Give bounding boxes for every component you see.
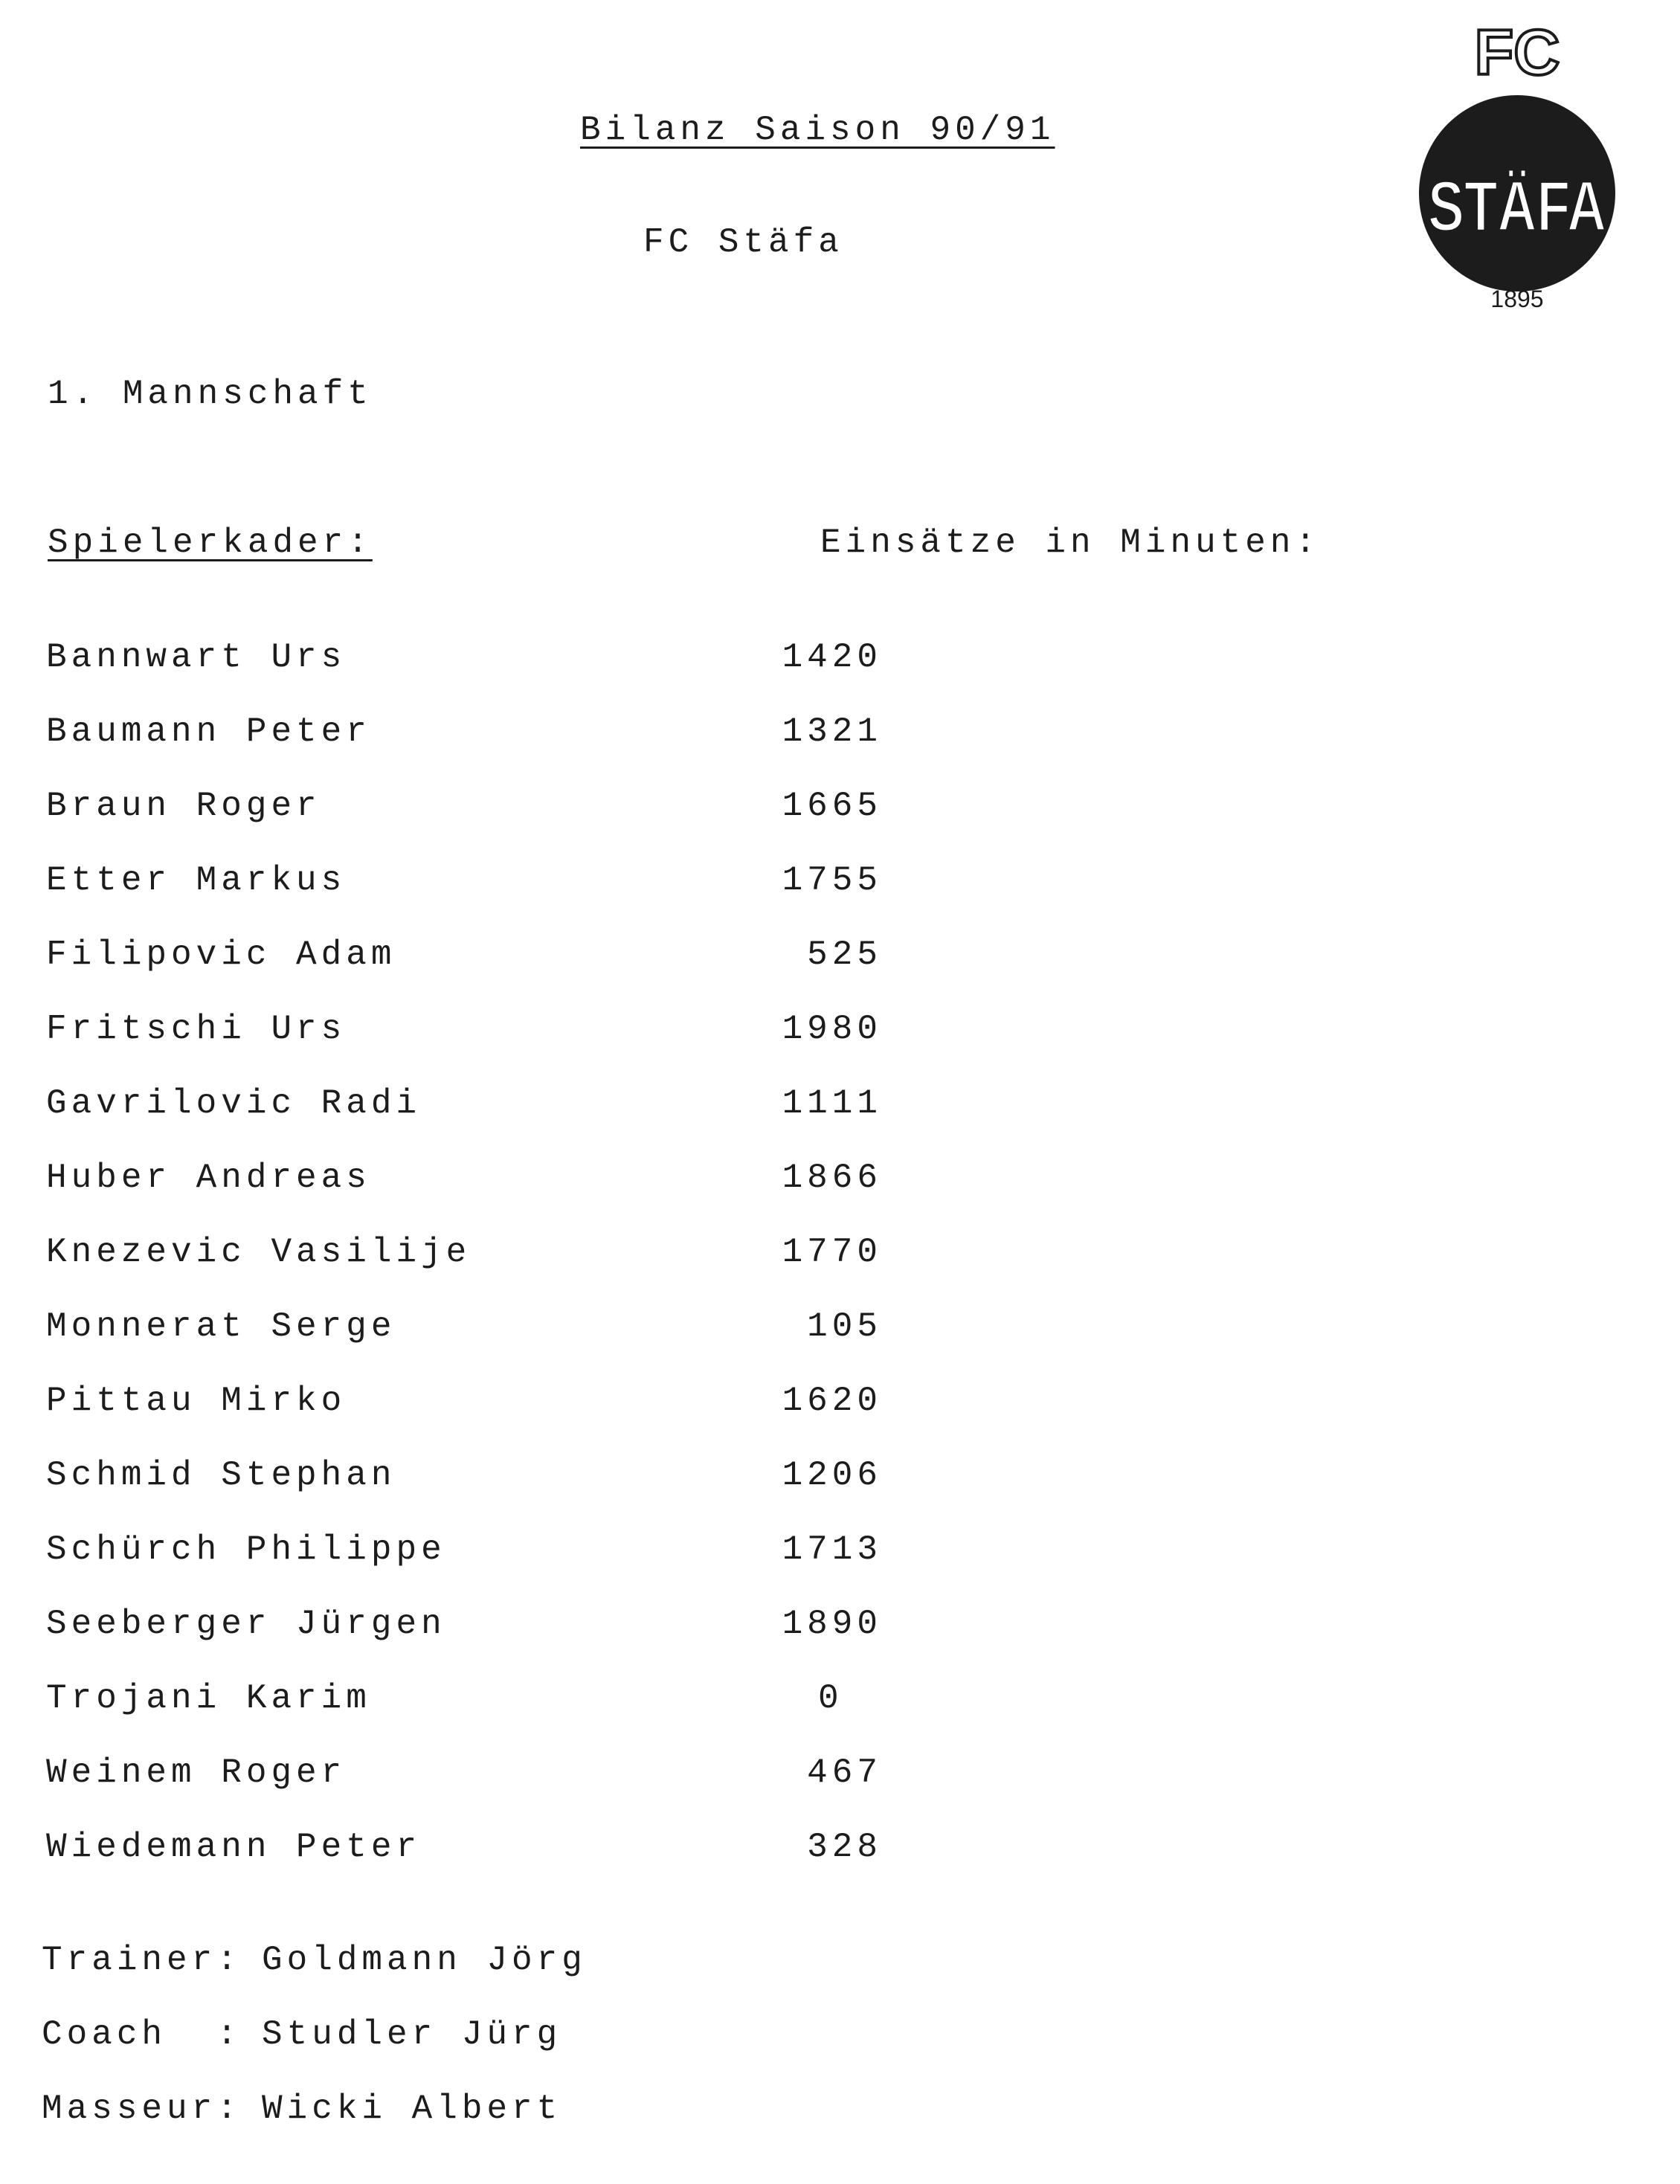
staff-trainer (42, 1941, 587, 1980)
logo-year: 1895 (1490, 286, 1544, 312)
table-row (0, 861, 967, 906)
table-row (0, 1010, 967, 1054)
player-minutes: 525 (807, 935, 882, 974)
player-minutes: 1420 (782, 638, 882, 677)
club-logo (1413, 15, 1621, 312)
staff-role: Trainer: (42, 1941, 242, 1980)
player-minutes: 467 (807, 1753, 882, 1792)
player-minutes: 1321 (782, 712, 882, 751)
player-minutes: 1206 (782, 1456, 882, 1495)
team-heading: 1. Mannschaft (48, 375, 373, 413)
table-row (0, 712, 967, 757)
player-name: Baumann Peter (46, 712, 371, 751)
table-row (0, 1382, 967, 1426)
table-row (0, 1605, 967, 1649)
roster-column-heading: Spielerkader: (48, 524, 373, 562)
player-name: Gavrilovic Radi (46, 1084, 422, 1123)
table-row (0, 1828, 967, 1872)
player-minutes: 105 (807, 1307, 882, 1346)
table-row (0, 1753, 967, 1798)
player-minutes: 1770 (782, 1233, 882, 1272)
player-minutes: 1866 (782, 1159, 882, 1197)
player-name: Huber Andreas (46, 1159, 371, 1197)
table-row (0, 1307, 967, 1352)
player-minutes: 1755 (782, 861, 882, 900)
player-name: Fritschi Urs (46, 1010, 347, 1048)
staff-name: Wicki Albert (262, 2090, 562, 2128)
player-minutes: 1713 (782, 1530, 882, 1569)
player-minutes: 1620 (782, 1382, 882, 1420)
player-minutes: 1980 (782, 1010, 882, 1048)
staff-masseur (42, 2090, 561, 2128)
club-crest-icon (1413, 15, 1621, 312)
staff-name: Goldmann Jörg (262, 1941, 587, 1980)
player-name: Braun Roger (46, 787, 321, 825)
player-name: Monnerat Serge (46, 1307, 396, 1346)
table-row (0, 1456, 967, 1501)
document-title: Bilanz Saison 90/91 (580, 111, 1055, 149)
table-row (0, 1530, 967, 1575)
player-name: Knezevic Vasilije (46, 1233, 472, 1272)
staff-role: Masseur: (42, 2090, 242, 2128)
club-name: FC Stäfa (643, 223, 843, 262)
staff-role: Coach : (42, 2015, 242, 2054)
player-name: Schürch Philippe (46, 1530, 446, 1569)
table-row (0, 1084, 967, 1129)
table-row (0, 935, 967, 980)
player-name: Schmid Stephan (46, 1456, 396, 1495)
logo-ring-text: STÄFA (1428, 167, 1606, 246)
player-minutes: 1111 (782, 1084, 882, 1123)
player-minutes: 328 (807, 1828, 882, 1866)
player-name: Wiedemann Peter (46, 1828, 422, 1866)
player-minutes: 1665 (782, 787, 882, 825)
staff-coach (42, 2015, 561, 2054)
player-minutes: 1890 (782, 1605, 882, 1643)
player-name: Etter Markus (46, 861, 347, 900)
table-row (0, 1159, 967, 1203)
player-minutes: 0 (818, 1679, 843, 1718)
logo-fc-text: FC (1474, 17, 1560, 88)
table-row (0, 787, 967, 831)
player-name: Weinem Roger (46, 1753, 347, 1792)
player-name: Pittau Mirko (46, 1382, 347, 1420)
player-name: Filipovic Adam (46, 935, 396, 974)
staff-name: Studler Jürg (262, 2015, 562, 2054)
player-name: Seeberger Jürgen (46, 1605, 446, 1643)
player-name: Trojani Karim (46, 1679, 371, 1718)
table-row (0, 1679, 967, 1724)
table-row (0, 1233, 967, 1278)
table-row (0, 638, 967, 683)
player-name: Bannwart Urs (46, 638, 347, 677)
minutes-column-heading: Einsätze in Minuten: (820, 524, 1321, 562)
